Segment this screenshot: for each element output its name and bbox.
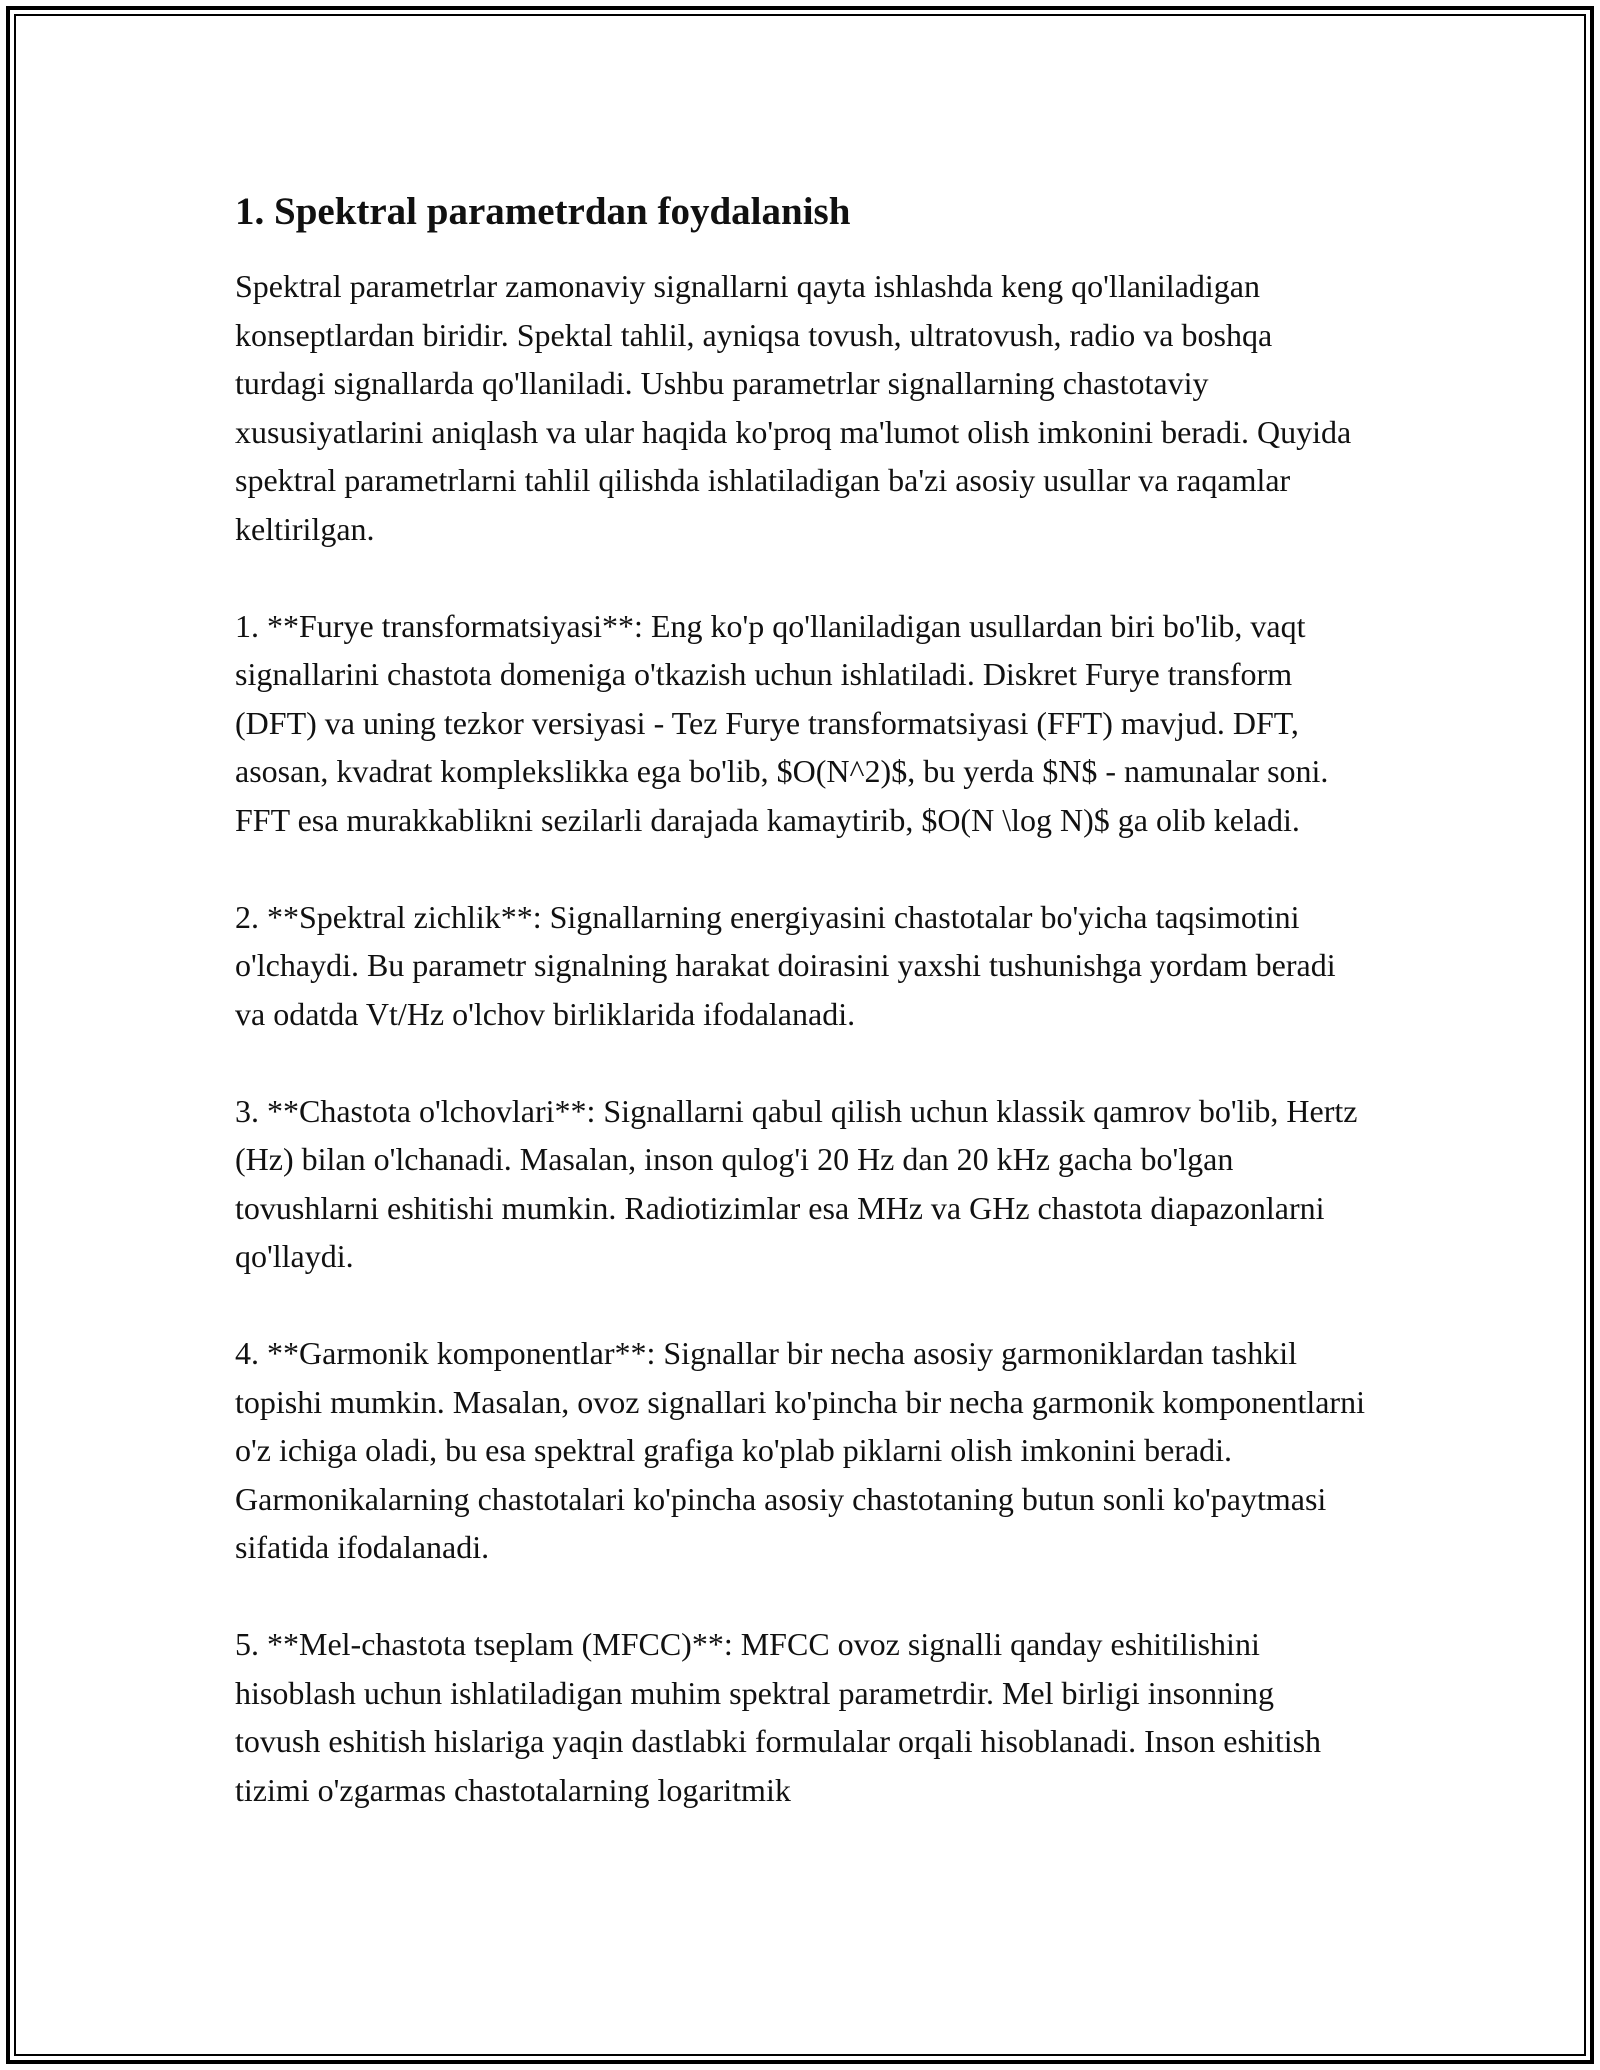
list-item-chastota: 3. **Chastota o'lchovlari**: Signallarni qabul qilish uchun klassik qamrov bo'lib, Hertz (Hz) bilan o'lchanadi. Masalan, inson qulog'i 20 Hz dan 20 kHz gacha bo'lgan tovushlarni eshitishi mumkin. Radiotizimlar esa MHz va GHz chastota diapazonlarni qo'llaydi.: [235, 1092, 1358, 1274]
list-item-spektral-zichlik: 2. **Spektral zichlik**: Signallarning energiyasini chastotalar bo'yicha taqsimotini o'lchaydi. Bu parametr signalning harakat doirasini yaxshi tushunishga yordam beradi va odatda Vt/Hz o'lchov birliklarida ifodalanadi.: [235, 898, 1336, 1032]
list-item-furye: 1. **Furye transformatsiyasi**: Eng ko'p qo'llaniladigan usullardan biri bo'lib, vaqt signallarini chastota domeniga o'tkazish uchun ishlatiladi. Diskret Furye transform (DFT) va uning tezkor versiyasi - Tez Furye transformatsiyasi (FFT) mavjud. DFT, asosan, kvadrat komplekslikka ega bo'lib, $O(N^2)$, bu yerda $N$ - namunalar soni. FFT esa murakkablikni sezilarli darajada kamaytirib, $O(N \log N)$ ga olib keladi.: [235, 607, 1329, 838]
document-body: [235, 186, 1365, 1814]
list-item-garmonik: 4. **Garmonik komponentlar**: Signallar bir necha asosiy garmoniklardan tashkil topishi mumkin. Masalan, ovoz signallari ko'pincha bir necha garmonik komponentlarni o'z ichiga oladi, bu esa spektral grafiga ko'plab piklarni olish imkonini beradi. Garmonikalarning chastotalari ko'pincha asosiy chastotaning butun sonli ko'paytmasi sifatida ifodalanadi.: [235, 1335, 1365, 1565]
section-title: 1. Spektral parametrdan foydalanish: [235, 190, 851, 233]
intro-paragraph: Spektral parametrlar zamonaviy signallarni qayta ishlashda keng qo'llaniladigan konseptlardan biridir. Spektal tahlil, ayniqsa tovush, ultratovush, radio va boshqa turdagi signallarda qo'llaniladi. Ushbu parametrlar signallarning chastotaviy xususiyatlarini aniqlash va ular haqida ko'proq ma'lumot olish imkonini beradi. Quyida spektral parametrlarni tahlil qilishda ishlatiladigan ba'zi asosiy usullar va raqamlar keltirilgan.: [235, 268, 1352, 547]
list-item-mfcc: 5. **Mel-chastota tseplam (MFCC)**: MFCC ovoz signalli qanday eshitilishini hisoblash uchun ishlatiladigan muhim spektral parametrdir. Mel birligi insonning tovush eshitish hislariga yaqin dastlabki formulalar orqali hisoblanadi. Inson eshitish tizimi o'zgarmas chastotalarning logaritmik: [235, 1626, 1322, 1808]
